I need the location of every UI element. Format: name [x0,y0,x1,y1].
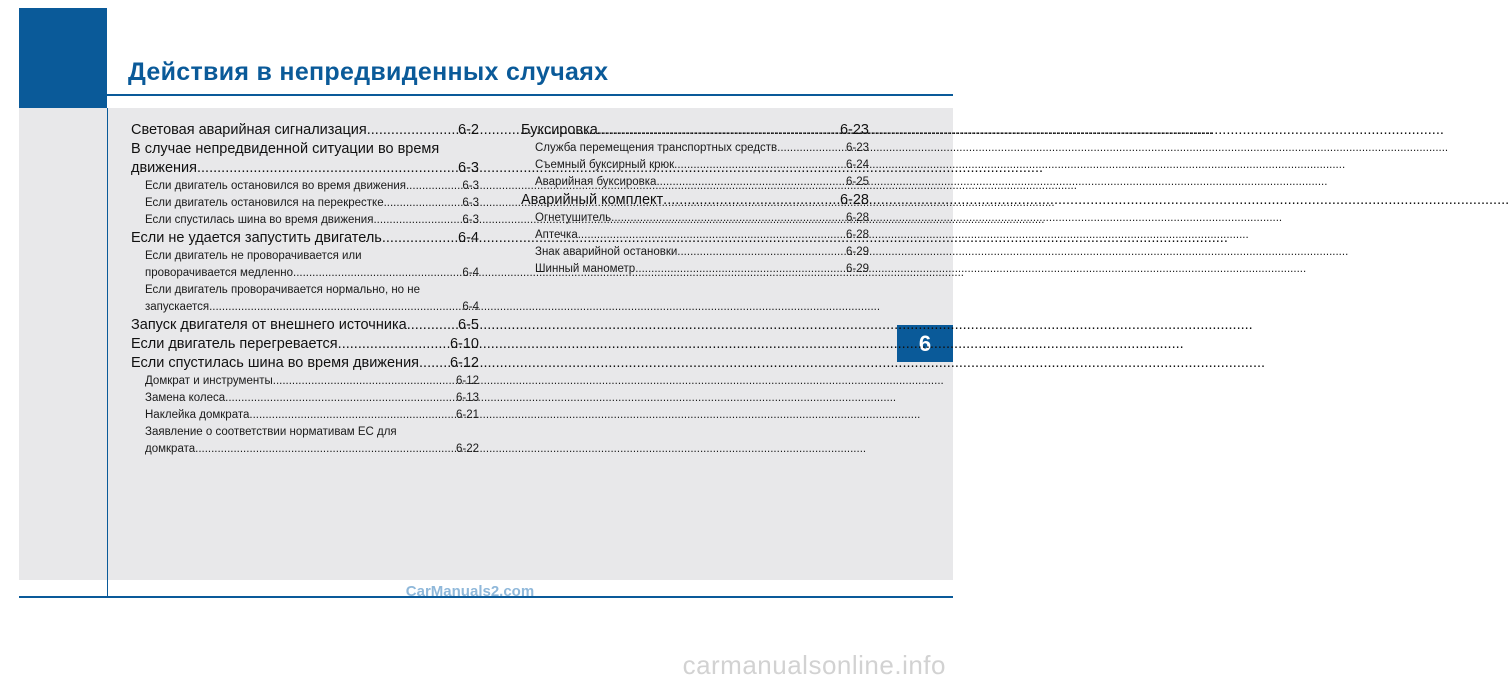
toc-subentry-line: Если двигатель не проворачивается или [145,250,362,262]
toc-subentry[interactable]: Если спустилась шина во время движения ..... 6-3 [131,212,479,229]
page-number: 6-2 [458,122,479,138]
toc-subentry[interactable]: Домкрат и инструменты ..... 6-12 [131,373,479,390]
toc-column-left [131,121,479,458]
page-number: 6-4 [458,230,479,246]
page-number: 6-29 [845,246,869,258]
toc-entry-line: В случае непредвиденной ситуации во время [131,141,440,157]
page-number: 6-3 [462,214,479,226]
page-number: 6-10 [449,336,479,352]
toc-subentry[interactable]: Аптечка ..... 6-28 [521,227,869,244]
page-number: 6-29 [845,263,869,275]
toc-entry[interactable]: Аварийный комплект ..... 6-28 [521,191,869,210]
page-number: 6-13 [455,392,479,404]
page-number: 6-23 [845,142,869,154]
toc-subentry[interactable]: Если двигатель остановился во время движения ..... 6-3 [131,178,479,195]
page-number: 6-4 [462,267,479,279]
toc-entry[interactable]: Запуск двигателя от внешнего источника ..... 6-5 [131,316,479,335]
toc-entry[interactable]: Если спустилась шина во время движения ..... 6-12 [131,354,479,373]
corner-color-block [19,8,107,108]
toc-subentry[interactable]: Огнетушитель ..... 6-28 [521,210,869,227]
toc-entry[interactable]: Световая аварийная сигнализация ..... 6-2 [131,121,479,140]
page-number: 6-28 [839,192,869,208]
toc-subentry[interactable]: Замена колеса ..... 6-13 [131,390,479,407]
page-number: 6-28 [845,212,869,224]
page-number: 6-4 [462,301,479,313]
page-number: 6-24 [845,159,869,171]
page-number: 6-3 [458,160,479,176]
toc-subentry-line: Если двигатель проворачивается нормально, но не [145,284,421,296]
page-title: Действия в непредвиденных случаях [128,58,609,86]
page-number: 6-28 [845,229,869,241]
page-number: 6-5 [458,317,479,333]
toc-column-right [521,121,869,278]
toc-subentry[interactable]: Аварийная буксировка ..... 6-25 [521,174,869,191]
toc-subentry[interactable]: Шинный манометр ..... 6-29 [521,261,869,278]
page-number: 6-22 [455,443,479,455]
toc-subentry-line: Заявление о соответствии нормативам ЕС для [145,426,397,438]
toc-subentry[interactable]: Съемный буксирный крюк ..... 6-24 [521,157,869,174]
page-number: 6-25 [845,176,869,188]
toc-subentry[interactable]: Если двигатель остановился на перекрестке ..... 6-3 [131,195,479,212]
page-number: 6-12 [455,375,479,387]
page-number: 6-3 [462,197,479,209]
page-number: 6-3 [462,180,479,192]
toc-subentry[interactable]: Знак аварийной остановки ..... 6-29 [521,244,869,261]
toc-entry[interactable]: Если двигатель перегревается ..... 6-10 [131,335,479,354]
watermark-carmanuals2[interactable]: CarManuals2.com [405,583,535,600]
toc-entry[interactable]: Буксировка ..... 6-23 [521,121,869,140]
page-number: 6-12 [449,355,479,371]
toc-subentry[interactable]: Служба перемещения транспортных средств ..... 6-23 [521,140,869,157]
toc-entry[interactable]: движения ..... 6-3 [131,159,479,178]
chapter-tab[interactable]: 6 [897,325,953,362]
toc-subentry[interactable]: запускается ..... 6-4 [131,299,479,316]
toc-subentry[interactable]: домкрата ..... 6-22 [131,441,479,458]
page-number: 6-23 [839,122,869,138]
toc-subentry[interactable]: Наклейка домкрата ..... 6-21 [131,407,479,424]
left-margin-line [107,108,108,596]
toc-subentry[interactable]: проворачивается медленно ..... 6-4 [131,265,479,282]
toc-entry[interactable]: Если не удается запустить двигатель ..... 6-4 [131,229,479,248]
title-rule [107,94,953,96]
watermark-carmanualsonline: carmanualsonline.info [682,650,946,680]
page-number: 6-21 [455,409,479,421]
